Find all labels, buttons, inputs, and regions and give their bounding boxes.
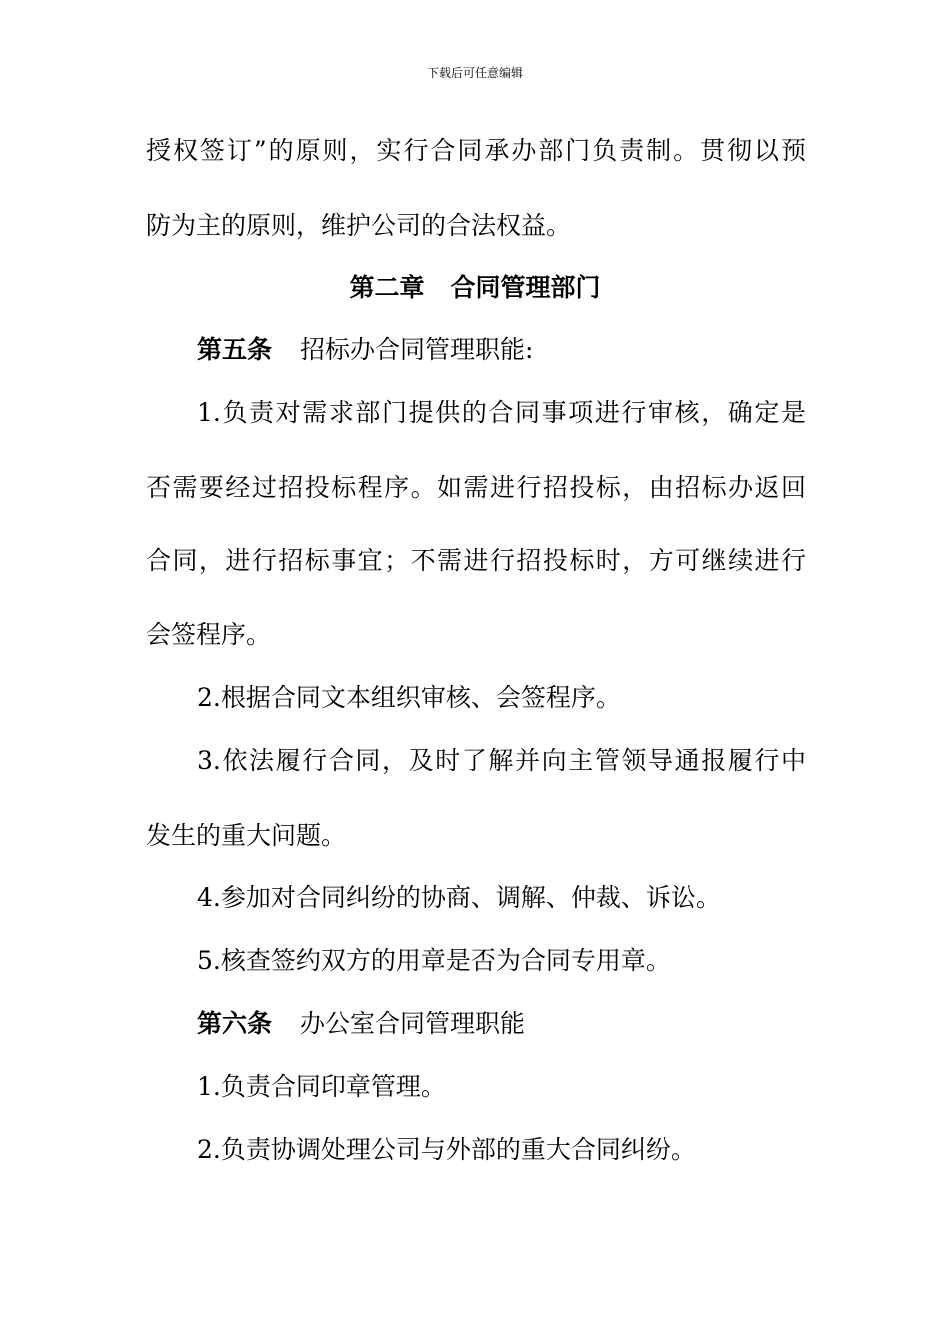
chapter-number: 第二章 xyxy=(349,273,425,302)
paragraph-line: 授权签订”的原则，实行合同承办部门负责制。贯彻以预 xyxy=(146,136,806,165)
article-heading xyxy=(197,335,533,365)
list-item-line: 1.负责对需求部门提供的合同事项进行审核，确定是 xyxy=(197,398,806,427)
list-item: 4.参加对合同纠纷的协商、调解、仲裁、诉讼。 xyxy=(197,883,721,912)
page-header: 下载后可任意编辑 xyxy=(426,66,523,80)
article-title: 招标办合同管理职能: xyxy=(300,335,534,364)
list-item-line: 否需要经过招投标程序。如需进行招投标，由招标办返回 xyxy=(146,473,806,502)
article-label: 第六条 xyxy=(197,1009,273,1038)
chapter-title: 合同管理部门 xyxy=(450,273,601,302)
article-title: 办公室合同管理职能 xyxy=(300,1009,526,1038)
list-item-line: 会签程序。 xyxy=(146,620,272,649)
chapter-heading xyxy=(0,273,950,303)
list-item: 2.负责协调处理公司与外部的重大合同纠纷。 xyxy=(197,1135,696,1164)
list-item: 2.根据合同文本组织审核、会签程序。 xyxy=(197,683,621,712)
article-heading xyxy=(197,1009,525,1039)
list-item-line: 发生的重大问题。 xyxy=(146,821,347,850)
article-label: 第五条 xyxy=(197,335,273,364)
list-item: 5.核查签约双方的用章是否为合同专用章。 xyxy=(197,946,671,975)
paragraph-line: 防为主的原则，维护公司的合法权益。 xyxy=(146,211,572,240)
list-item-line: 3.依法履行合同，及时了解并向主管领导通报履行中 xyxy=(197,746,806,775)
list-item-line: 合同，进行招标事宜；不需进行招投标时，方可继续进行 xyxy=(146,546,806,575)
list-item: 1.负责合同印章管理。 xyxy=(197,1072,446,1101)
